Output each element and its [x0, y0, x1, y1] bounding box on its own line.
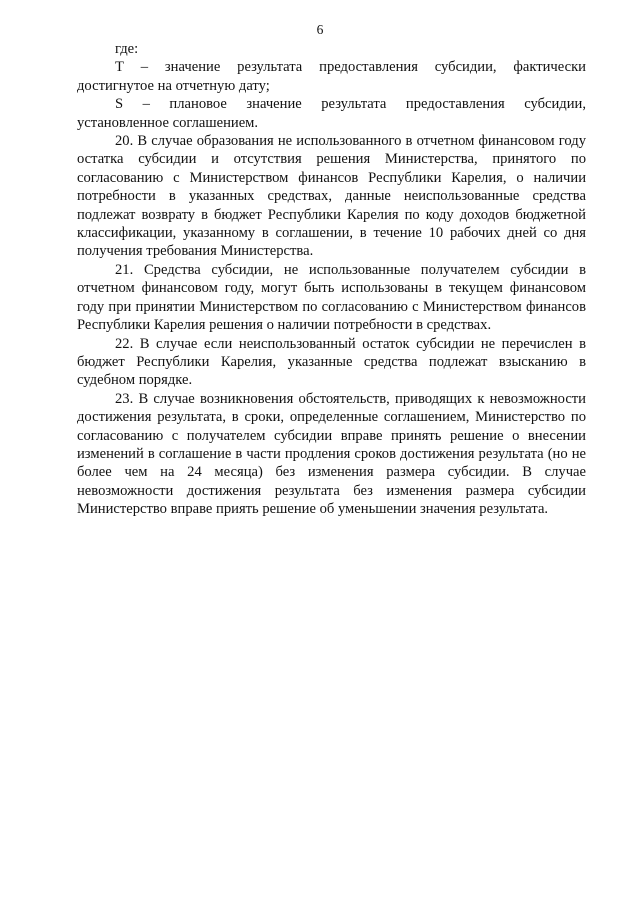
variable-t-definition: Т – значение результата предоставления субсидии, фактически достигнутое на отчетную дату; — [77, 59, 586, 94]
where-label: где: — [115, 41, 139, 57]
clause-22: 22. В случае если неиспользованный остаток субсидии не перечислен в бюджет Республики Карелия, указанные средства подлежат взысканию в судебном порядке. — [77, 335, 586, 389]
clause-20: 20. В случае образования не использованного в отчетном финансовом году остатка субсидии и отсутствия решения Министерства, принятого по согласованию с Министерством финансов Республики Карелия, о наличии потребности в указанных средствах, данные неиспользованные средства подлежат возврату в бюджет Республики Карелия по коду доходов бюджетной классификации, указанному в соглашении, в течение 10 рабочих дней со дня получения требования Министерства. — [77, 133, 586, 260]
document-body — [77, 40, 586, 519]
clause-23: 23. В случае возникновения обстоятельств, приводящих к невозможности достижения результата, в сроки, определенные соглашением, Министерство по согласованию с получателем субсидии вправе принять решение о внесении изменений в соглашение в части продления сроков достижения результата (но не более чем на 24 месяца) без изменения размера субсидии. В случае невозможности достижения результата без изменения размера субсидии Министерство вправе приять решение об уменьшении значения результата. — [77, 390, 586, 518]
page-number: 6 — [316, 22, 324, 37]
variable-s-definition: S – плановое значение результата предоставления субсидии, установленное соглашением. — [77, 96, 586, 131]
clause-21: 21. Средства субсидии, не использованные получателем субсидии в отчетном финансовом году, могут быть использованы в текущем финансовом году при принятии Министерством по согласованию с Министерством финансов Республики Карелия решения о наличии потребности в средствах. — [77, 261, 586, 334]
